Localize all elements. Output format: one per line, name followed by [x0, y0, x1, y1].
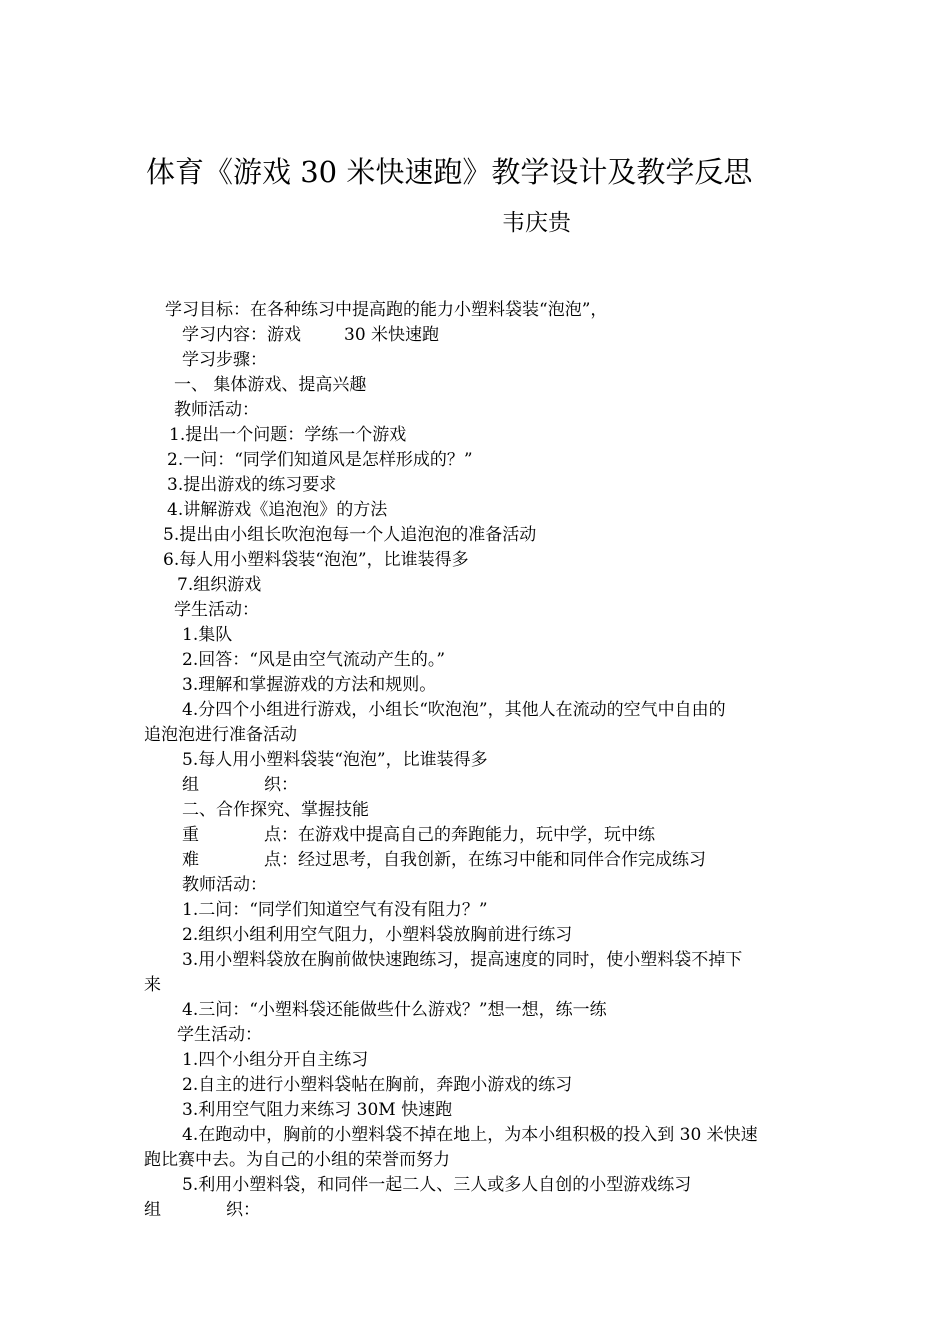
text-line: 2.自主的进行小塑料袋帖在胸前，奔跑小游戏的练习 — [182, 1075, 573, 1095]
text-line: 4.分四个小组进行游戏，小组长“吹泡泡”，其他人在流动的空气中自由的 — [182, 700, 726, 720]
text-line: 4.三问：“小塑料袋还能做些什么游戏？”想一想，练一练 — [182, 1000, 607, 1020]
text-segment: 组 — [144, 1200, 161, 1220]
text-segment: 30 米快速跑 — [344, 325, 440, 345]
text-line — [182, 773, 298, 798]
text-line: 2.组织小组利用空气阻力，小塑料袋放胸前进行练习 — [182, 925, 573, 945]
text-line: 追泡泡进行准备活动 — [144, 725, 297, 745]
text-segment: 点：经过思考，自我创新，在练习中能和同伴合作完成练习 — [264, 850, 706, 870]
document-author: 韦庆贵 — [502, 210, 571, 236]
text-line: 跑比赛中去。为自己的小组的荣誉而努力 — [144, 1150, 450, 1170]
text-line: 4.讲解游戏《追泡泡》的方法 — [167, 500, 388, 520]
text-line — [182, 323, 439, 348]
text-segment: 组 — [182, 775, 199, 795]
text-segment: 重 — [182, 825, 199, 845]
text-line: 5.利用小塑料袋，和同伴一起二人、三人或多人自创的小型游戏练习 — [182, 1175, 692, 1195]
text-line: 3.提出游戏的练习要求 — [167, 475, 337, 495]
text-segment: 织： — [264, 775, 298, 795]
text-line: 学习步骤： — [182, 350, 267, 370]
section-heading: 一、 集体游戏、提高兴趣 — [174, 375, 367, 395]
text-line — [144, 1198, 260, 1223]
text-line: 4.在跑动中，胸前的小塑料袋不掉在地上，为本小组积极的投入到 30 米快速 — [182, 1125, 758, 1145]
text-line: 1.集队 — [182, 625, 233, 645]
text-line: 6.每人用小塑料袋装“泡泡”，比谁装得多 — [163, 550, 469, 570]
text-line: 学生活动： — [177, 1025, 262, 1045]
text-line: 2.回答：“风是由空气流动产生的。” — [182, 650, 446, 670]
text-line: 学生活动： — [174, 600, 259, 620]
text-line: 1.提出一个问题：学练一个游戏 — [169, 425, 407, 445]
text-line — [182, 823, 655, 848]
section-heading: 二、合作探究、掌握技能 — [182, 800, 369, 820]
text-line: 1.二问：“同学们知道空气有没有阻力？” — [182, 900, 488, 920]
text-line: 来 — [144, 975, 161, 995]
text-line: 3.利用空气阻力来练习 30M 快速跑 — [182, 1100, 453, 1120]
text-line: 5.提出由小组长吹泡泡每一个人追泡泡的准备活动 — [163, 525, 537, 545]
text-line — [182, 848, 706, 873]
text-line: 学习目标：在各种练习中提高跑的能力小塑料袋装“泡泡”， — [165, 300, 608, 320]
text-segment: 难 — [182, 850, 199, 870]
text-line: 7.组织游戏 — [177, 575, 262, 595]
text-segment: 学习内容：游戏 — [182, 325, 301, 345]
document-title: 体育《游戏 30 米快速跑》教学设计及教学反思 — [146, 155, 753, 189]
text-line: 3.用小塑料袋放在胸前做快速跑练习，提高速度的同时，使小塑料袋不掉下 — [182, 950, 743, 970]
text-line: 2.一问：“同学们知道风是怎样形成的？” — [167, 450, 473, 470]
text-line: 1.四个小组分开自主练习 — [182, 1050, 369, 1070]
text-segment: 织： — [226, 1200, 260, 1220]
text-line: 教师活动： — [182, 875, 267, 895]
text-line: 3.理解和掌握游戏的方法和规则。 — [182, 675, 437, 695]
text-line: 教师活动： — [174, 400, 259, 420]
text-segment: 点：在游戏中提高自己的奔跑能力，玩中学，玩中练 — [264, 825, 655, 845]
text-line: 5.每人用小塑料袋装“泡泡”，比谁装得多 — [182, 750, 488, 770]
